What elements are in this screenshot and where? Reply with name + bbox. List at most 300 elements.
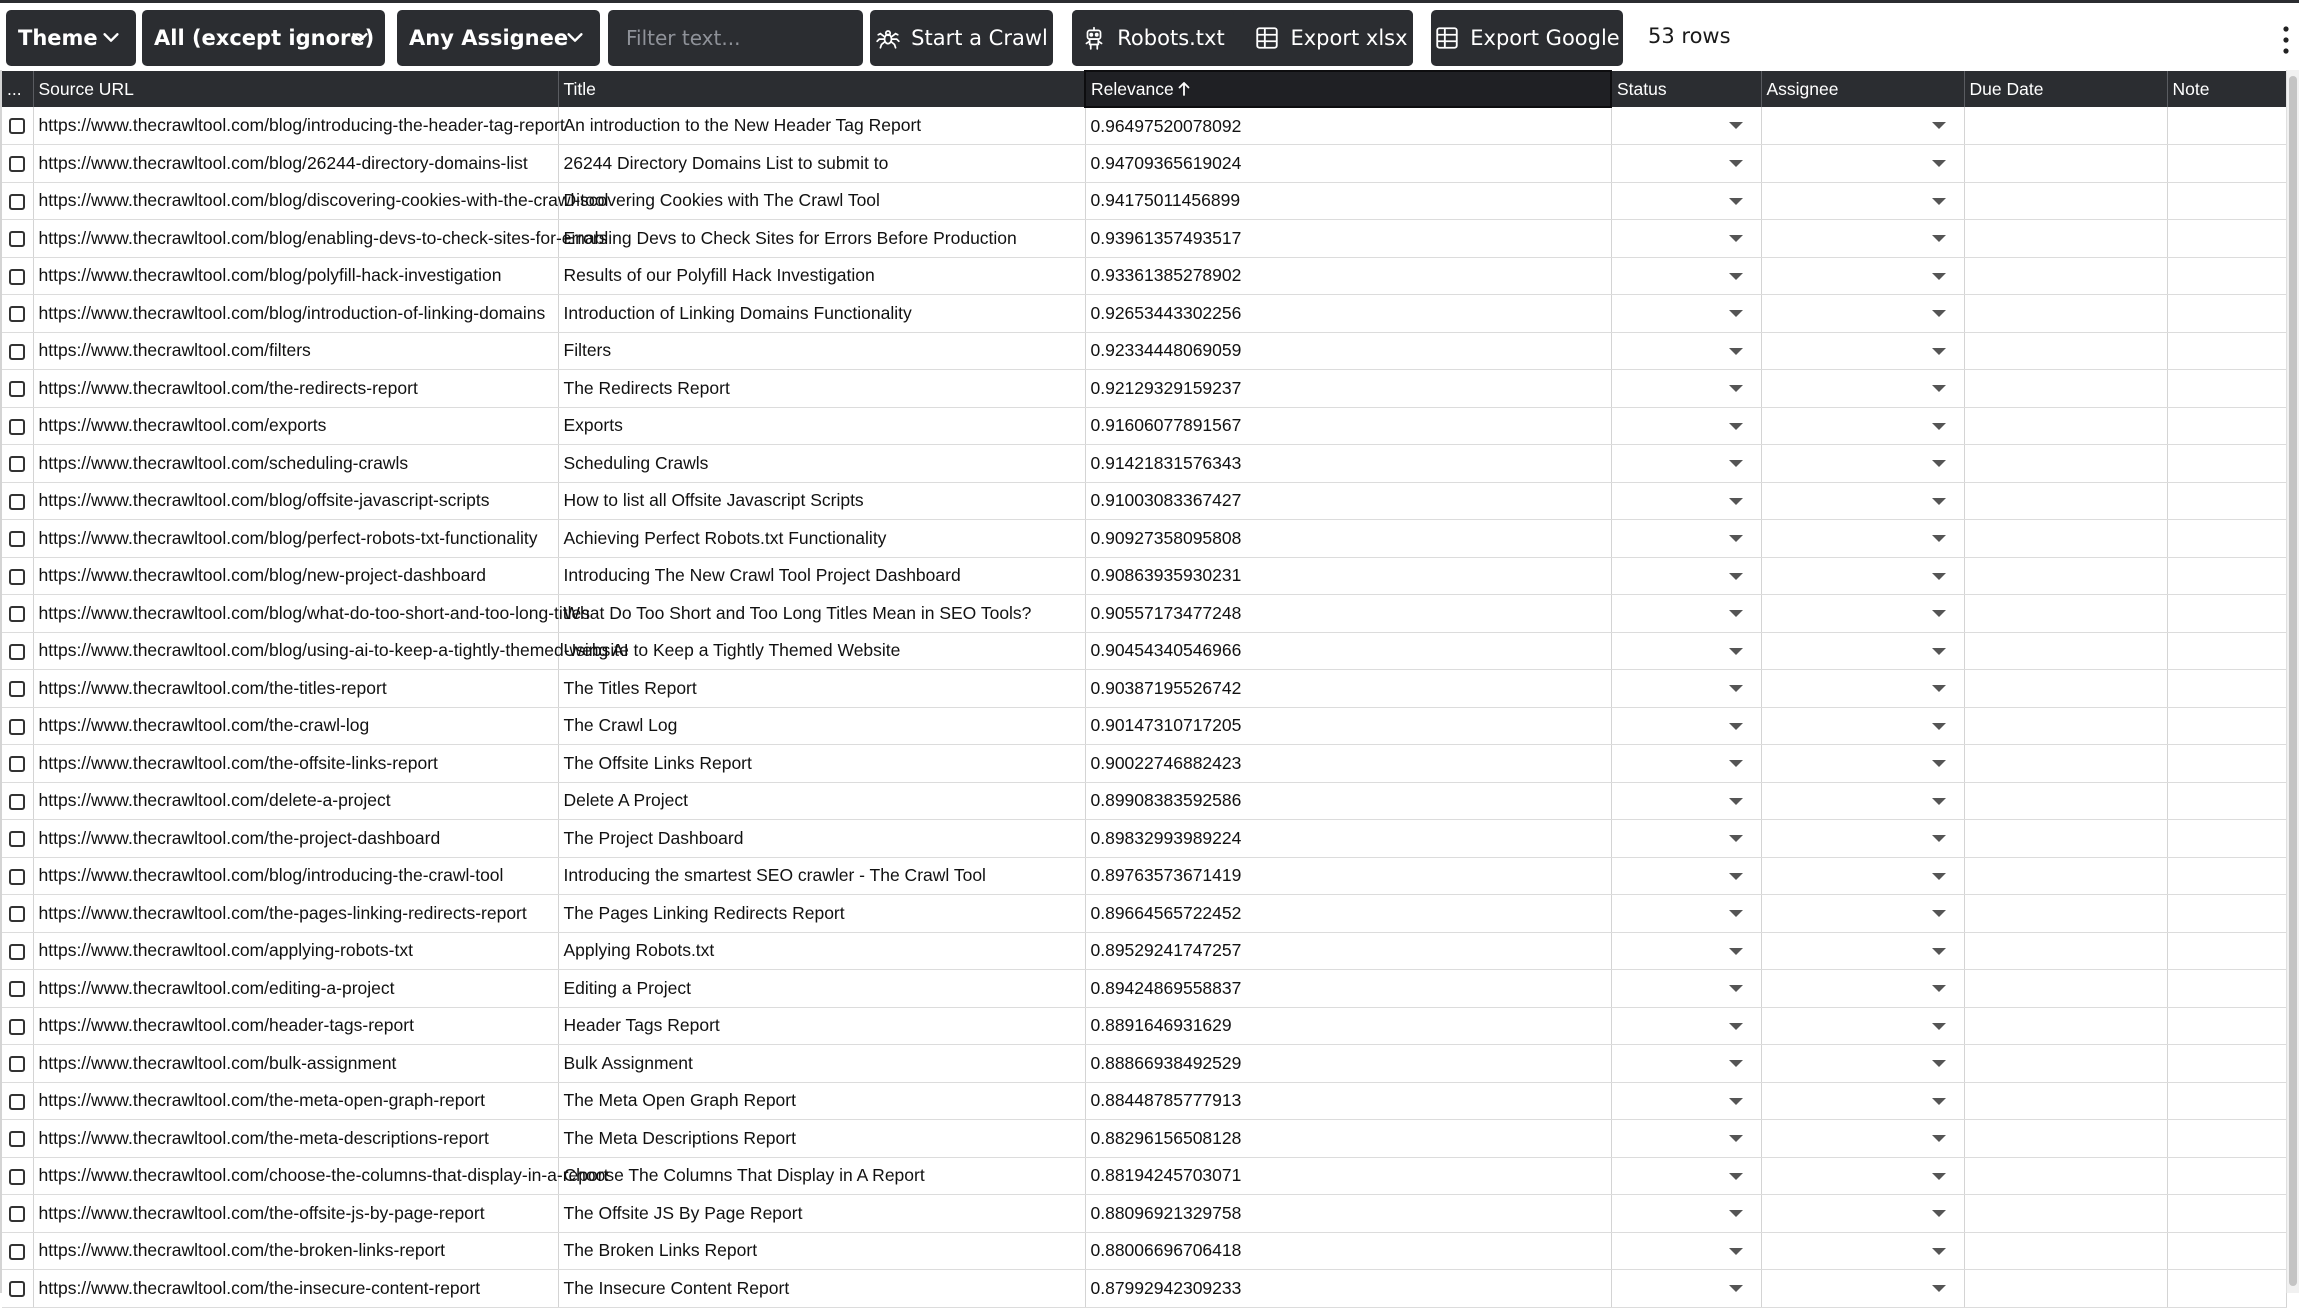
export-google-button[interactable] (1431, 10, 1623, 66)
status-dropdown[interactable] (1611, 370, 1761, 408)
row-checkbox[interactable] (9, 269, 25, 285)
source-url-cell[interactable]: https://www.thecrawltool.com/the-offsite-links-report (33, 745, 558, 783)
assignee-dropdown[interactable] (1761, 1232, 1964, 1270)
title-cell: Scheduling Crawls (558, 445, 1085, 483)
dropdown-arrow-icon (1932, 460, 1946, 467)
note-cell[interactable] (2167, 1232, 2286, 1270)
due-date-cell[interactable] (1964, 595, 2167, 633)
dropdown-arrow-icon (1932, 1210, 1946, 1217)
dropdown-arrow-icon (1932, 1248, 1946, 1255)
assignee-dropdown[interactable] (1761, 1195, 1964, 1233)
source-url-cell[interactable]: https://www.thecrawltool.com/blog/perfect-robots-txt-functionality (33, 520, 558, 558)
dropdown-arrow-icon (1729, 985, 1743, 992)
dropdown-arrow-icon (1729, 423, 1743, 430)
dropdown-arrow-icon (1932, 723, 1946, 730)
table-row (2, 1195, 2286, 1233)
column-header-note[interactable]: Note (2167, 71, 2286, 107)
due-date-cell[interactable] (1964, 182, 2167, 220)
note-cell[interactable] (2167, 1120, 2286, 1158)
status-dropdown[interactable] (1611, 932, 1761, 970)
row-checkbox[interactable] (9, 419, 25, 435)
note-cell[interactable] (2167, 820, 2286, 858)
note-cell[interactable] (2167, 1270, 2286, 1308)
dropdown-arrow-icon (1932, 948, 1946, 955)
row-checkbox[interactable] (9, 118, 25, 134)
status-dropdown[interactable] (1611, 632, 1761, 670)
table-row (2, 1007, 2286, 1045)
assignee-dropdown[interactable] (1761, 1157, 1964, 1195)
status-dropdown[interactable] (1611, 145, 1761, 183)
dropdown-arrow-icon (1729, 460, 1743, 467)
note-cell[interactable] (2167, 445, 2286, 483)
status-dropdown[interactable] (1611, 182, 1761, 220)
dropdown-arrow-icon (1729, 1210, 1743, 1217)
row-select-cell (2, 295, 33, 333)
note-cell[interactable] (2167, 332, 2286, 370)
source-url-cell[interactable]: https://www.thecrawltool.com/blog/26244-directory-domains-list (33, 145, 558, 183)
status-dropdown[interactable] (1611, 745, 1761, 783)
source-url-cell[interactable]: https://www.thecrawltool.com/the-meta-open-graph-report (33, 1082, 558, 1120)
source-url-cell[interactable]: https://www.thecrawltool.com/bulk-assignment (33, 1045, 558, 1083)
row-checkbox[interactable] (9, 681, 25, 697)
row-checkbox[interactable] (9, 531, 25, 547)
row-checkbox[interactable] (9, 231, 25, 247)
source-url-cell[interactable]: https://www.thecrawltool.com/blog/new-project-dashboard (33, 557, 558, 595)
row-checkbox[interactable] (9, 1281, 25, 1297)
status-dropdown[interactable] (1611, 220, 1761, 258)
row-checkbox[interactable] (9, 1019, 25, 1035)
title-cell: Introducing The New Crawl Tool Project Dashboard (558, 557, 1085, 595)
assignee-dropdown[interactable] (1761, 745, 1964, 783)
assignee-dropdown[interactable] (1761, 1007, 1964, 1045)
row-checkbox[interactable] (9, 906, 25, 922)
due-date-cell[interactable] (1964, 220, 2167, 258)
source-url-cell[interactable]: https://www.thecrawltool.com/the-meta-descriptions-report (33, 1120, 558, 1158)
table-row (2, 182, 2286, 220)
row-select-cell (2, 670, 33, 708)
title-cell: The Meta Descriptions Report (558, 1120, 1085, 1158)
source-url-cell[interactable]: https://www.thecrawltool.com/header-tags-report (33, 1007, 558, 1045)
assignee-dropdown[interactable] (1761, 557, 1964, 595)
category-select[interactable] (142, 10, 385, 66)
table-row (2, 820, 2286, 858)
row-checkbox[interactable] (9, 194, 25, 210)
assignee-dropdown[interactable] (1761, 670, 1964, 708)
filter-text-box (608, 10, 863, 66)
status-dropdown[interactable] (1611, 295, 1761, 333)
status-dropdown[interactable] (1611, 257, 1761, 295)
dropdown-arrow-icon (1932, 160, 1946, 167)
note-cell[interactable] (2167, 407, 2286, 445)
due-date-cell[interactable] (1964, 895, 2167, 933)
source-url-cell[interactable]: https://www.thecrawltool.com/exports (33, 407, 558, 445)
due-date-cell[interactable] (1964, 707, 2167, 745)
source-url-cell[interactable]: https://www.thecrawltool.com/the-offsite-js-by-page-report (33, 1195, 558, 1233)
dropdown-arrow-icon (1932, 873, 1946, 880)
source-url-cell[interactable]: https://www.thecrawltool.com/blog/enabling-devs-to-check-sites-for-errors (33, 220, 558, 258)
source-url-cell[interactable]: https://www.thecrawltool.com/blog/introduction-of-linking-domains (33, 295, 558, 333)
assignee-select[interactable] (397, 10, 600, 66)
status-dropdown[interactable] (1611, 595, 1761, 633)
due-date-cell[interactable] (1964, 1270, 2167, 1308)
column-header-title[interactable]: Title (558, 71, 1085, 107)
row-checkbox[interactable] (9, 344, 25, 360)
table-row (2, 970, 2286, 1008)
column-header-due-date[interactable]: Due Date (1964, 71, 2167, 107)
dropdown-arrow-icon (1729, 235, 1743, 242)
assignee-dropdown[interactable] (1761, 145, 1964, 183)
table-row (2, 1082, 2286, 1120)
due-date-cell[interactable] (1964, 932, 2167, 970)
note-cell[interactable] (2167, 857, 2286, 895)
due-date-cell[interactable] (1964, 820, 2167, 858)
due-date-cell[interactable] (1964, 370, 2167, 408)
title-cell: Header Tags Report (558, 1007, 1085, 1045)
row-checkbox[interactable] (9, 1244, 25, 1260)
note-cell[interactable] (2167, 220, 2286, 258)
dropdown-arrow-icon (1932, 1173, 1946, 1180)
row-select-cell (2, 1157, 33, 1195)
assignee-dropdown[interactable] (1761, 295, 1964, 333)
due-date-cell[interactable] (1964, 332, 2167, 370)
note-cell[interactable] (2167, 1007, 2286, 1045)
row-checkbox[interactable] (9, 1056, 25, 1072)
robots-txt-label: Robots.txt (1117, 26, 1225, 50)
assignee-dropdown[interactable] (1761, 782, 1964, 820)
row-checkbox[interactable] (9, 981, 25, 997)
row-checkbox[interactable] (9, 306, 25, 322)
note-cell[interactable] (2167, 895, 2286, 933)
status-dropdown[interactable] (1611, 1045, 1761, 1083)
due-date-cell[interactable] (1964, 970, 2167, 1008)
dropdown-arrow-icon (1729, 385, 1743, 392)
title-cell: Applying Robots.txt (558, 932, 1085, 970)
status-dropdown[interactable] (1611, 407, 1761, 445)
note-cell[interactable] (2167, 370, 2286, 408)
assignee-dropdown[interactable] (1761, 332, 1964, 370)
assignee-dropdown[interactable] (1761, 445, 1964, 483)
title-cell: Introducing the smartest SEO crawler - The Crawl Tool (558, 857, 1085, 895)
table-row (2, 557, 2286, 595)
status-dropdown[interactable] (1611, 820, 1761, 858)
source-url-cell[interactable]: https://www.thecrawltool.com/blog/polyfill-hack-investigation (33, 257, 558, 295)
source-url-cell[interactable]: https://www.thecrawltool.com/filters (33, 332, 558, 370)
theme-select[interactable] (6, 10, 136, 66)
row-select-cell (2, 895, 33, 933)
source-url-cell[interactable]: https://www.thecrawltool.com/delete-a-project (33, 782, 558, 820)
source-url-cell[interactable]: https://www.thecrawltool.com/blog/what-do-too-short-and-too-long-titles (33, 595, 558, 633)
status-dropdown[interactable] (1611, 670, 1761, 708)
assignee-dropdown[interactable] (1761, 895, 1964, 933)
row-checkbox[interactable] (9, 794, 25, 810)
note-cell[interactable] (2167, 745, 2286, 783)
source-url-cell[interactable]: https://www.thecrawltool.com/blog/introducing-the-crawl-tool (33, 857, 558, 895)
assignee-dropdown[interactable] (1761, 370, 1964, 408)
source-url-cell[interactable]: https://www.thecrawltool.com/the-crawl-log (33, 707, 558, 745)
source-url-cell[interactable]: https://www.thecrawltool.com/the-titles-report (33, 670, 558, 708)
relevance-cell: 0.94175011456899 (1085, 182, 1611, 220)
relevance-cell: 0.93361385278902 (1085, 257, 1611, 295)
source-url-cell[interactable]: https://www.thecrawltool.com/blog/introducing-the-header-tag-report (33, 107, 558, 145)
relevance-cell: 0.92653443302256 (1085, 295, 1611, 333)
note-cell[interactable] (2167, 557, 2286, 595)
assignee-dropdown[interactable] (1761, 1120, 1964, 1158)
note-cell[interactable] (2167, 932, 2286, 970)
table-row (2, 895, 2286, 933)
due-date-cell[interactable] (1964, 445, 2167, 483)
column-header-source-url[interactable]: Source URL (33, 71, 558, 107)
assignee-dropdown[interactable] (1761, 857, 1964, 895)
status-dropdown[interactable] (1611, 1195, 1761, 1233)
status-dropdown[interactable] (1611, 332, 1761, 370)
results-grid (0, 70, 2286, 1298)
note-cell[interactable] (2167, 970, 2286, 1008)
title-cell: Editing a Project (558, 970, 1085, 1008)
row-checkbox[interactable] (9, 156, 25, 172)
row-checkbox[interactable] (9, 644, 25, 660)
relevance-cell: 0.89424869558837 (1085, 970, 1611, 1008)
table-header-row (2, 71, 2286, 107)
relevance-cell: 0.89832993989224 (1085, 820, 1611, 858)
start-crawl-button[interactable] (870, 10, 1053, 66)
table-icon (1434, 25, 1460, 51)
note-cell[interactable] (2167, 595, 2286, 633)
dropdown-arrow-icon (1729, 160, 1743, 167)
status-dropdown[interactable] (1611, 857, 1761, 895)
due-date-cell[interactable] (1964, 257, 2167, 295)
source-url-cell[interactable]: https://www.thecrawltool.com/blog/offsite-javascript-scripts (33, 482, 558, 520)
status-dropdown[interactable] (1611, 707, 1761, 745)
due-date-cell[interactable] (1964, 632, 2167, 670)
table-row (2, 1270, 2286, 1308)
source-url-cell[interactable]: https://www.thecrawltool.com/choose-the-columns-that-display-in-a-report (33, 1157, 558, 1195)
relevance-cell: 0.94709365619024 (1085, 145, 1611, 183)
source-url-cell[interactable]: https://www.thecrawltool.com/editing-a-project (33, 970, 558, 1008)
source-url-cell[interactable]: https://www.thecrawltool.com/blog/discovering-cookies-with-the-crawl-tool (33, 182, 558, 220)
assignee-dropdown[interactable] (1761, 1270, 1964, 1308)
due-date-cell[interactable] (1964, 520, 2167, 558)
column-header-assignee[interactable]: Assignee (1761, 71, 1964, 107)
due-date-cell[interactable] (1964, 745, 2167, 783)
table-row (2, 220, 2286, 258)
due-date-cell[interactable] (1964, 1007, 2167, 1045)
status-dropdown[interactable] (1611, 520, 1761, 558)
assignee-dropdown[interactable] (1761, 932, 1964, 970)
assignee-dropdown[interactable] (1761, 632, 1964, 670)
assignee-dropdown[interactable] (1761, 407, 1964, 445)
note-cell[interactable] (2167, 1157, 2286, 1195)
note-cell[interactable] (2167, 1195, 2286, 1233)
dropdown-arrow-icon (1729, 310, 1743, 317)
due-date-cell[interactable] (1964, 407, 2167, 445)
table-row (2, 107, 2286, 145)
relevance-cell: 0.90147310717205 (1085, 707, 1611, 745)
row-select-cell (2, 370, 33, 408)
robots-txt-button[interactable] (1072, 10, 1234, 66)
status-dropdown[interactable] (1611, 1157, 1761, 1195)
due-date-cell[interactable] (1964, 295, 2167, 333)
column-menu-header[interactable]: ... (2, 71, 33, 107)
source-url-cell[interactable]: https://www.thecrawltool.com/the-pages-linking-redirects-report (33, 895, 558, 933)
dropdown-arrow-icon (1729, 948, 1743, 955)
table-row (2, 1045, 2286, 1083)
status-dropdown[interactable] (1611, 970, 1761, 1008)
title-cell: An introduction to the New Header Tag Report (558, 107, 1085, 145)
due-date-cell[interactable] (1964, 107, 2167, 145)
note-cell[interactable] (2167, 782, 2286, 820)
column-header-status[interactable]: Status (1611, 71, 1761, 107)
row-select-cell (2, 857, 33, 895)
row-checkbox[interactable] (9, 944, 25, 960)
title-cell: The Broken Links Report (558, 1232, 1085, 1270)
relevance-cell: 0.90022746882423 (1085, 745, 1611, 783)
title-cell: Exports (558, 407, 1085, 445)
assignee-dropdown[interactable] (1761, 1082, 1964, 1120)
row-checkbox[interactable] (9, 831, 25, 847)
due-date-cell[interactable] (1964, 670, 2167, 708)
due-date-cell[interactable] (1964, 857, 2167, 895)
assignee-dropdown[interactable] (1761, 482, 1964, 520)
source-url-cell[interactable]: https://www.thecrawltool.com/blog/using-ai-to-keep-a-tightly-themed-website (33, 632, 558, 670)
source-url-cell[interactable]: https://www.thecrawltool.com/applying-robots-txt (33, 932, 558, 970)
note-cell[interactable] (2167, 182, 2286, 220)
row-checkbox[interactable] (9, 606, 25, 622)
dropdown-arrow-icon (1729, 1023, 1743, 1030)
note-cell[interactable] (2167, 707, 2286, 745)
note-cell[interactable] (2167, 632, 2286, 670)
due-date-cell[interactable] (1964, 1045, 2167, 1083)
status-dropdown[interactable] (1611, 1082, 1761, 1120)
assignee-select-label: Any Assignee (409, 26, 569, 50)
status-dropdown[interactable] (1611, 445, 1761, 483)
scrollbar-thumb[interactable] (2289, 76, 2297, 1286)
due-date-cell[interactable] (1964, 1120, 2167, 1158)
dropdown-arrow-icon (1729, 798, 1743, 805)
assignee-dropdown[interactable] (1761, 220, 1964, 258)
status-dropdown[interactable] (1611, 482, 1761, 520)
status-dropdown[interactable] (1611, 895, 1761, 933)
kebab-menu-icon[interactable] (2280, 25, 2292, 55)
status-dropdown[interactable] (1611, 782, 1761, 820)
toolbar (0, 0, 2299, 70)
row-select-cell (2, 632, 33, 670)
table-row (2, 370, 2286, 408)
row-checkbox[interactable] (9, 1094, 25, 1110)
row-select-cell (2, 820, 33, 858)
status-dropdown[interactable] (1611, 1007, 1761, 1045)
status-dropdown[interactable] (1611, 557, 1761, 595)
status-dropdown[interactable] (1611, 1232, 1761, 1270)
export-xlsx-button[interactable] (1249, 10, 1413, 66)
spider-icon (875, 25, 901, 51)
row-checkbox[interactable] (9, 1206, 25, 1222)
arrow-up-icon (1177, 81, 1191, 97)
table-row (2, 782, 2286, 820)
vertical-scrollbar[interactable] (2286, 70, 2299, 1293)
note-cell[interactable] (2167, 107, 2286, 145)
due-date-cell[interactable] (1964, 1195, 2167, 1233)
relevance-cell: 0.93961357493517 (1085, 220, 1611, 258)
note-cell[interactable] (2167, 257, 2286, 295)
due-date-cell[interactable] (1964, 1232, 2167, 1270)
export-xlsx-label: Export xlsx (1290, 26, 1408, 50)
dropdown-arrow-icon (1932, 573, 1946, 580)
note-cell[interactable] (2167, 1082, 2286, 1120)
table-body (2, 107, 2286, 1307)
assignee-dropdown[interactable] (1761, 1045, 1964, 1083)
row-select-cell (2, 1082, 33, 1120)
source-url-cell[interactable]: https://www.thecrawltool.com/the-project-dashboard (33, 820, 558, 858)
chevron-down-icon (564, 26, 586, 48)
due-date-cell[interactable] (1964, 557, 2167, 595)
status-dropdown[interactable] (1611, 1270, 1761, 1308)
dropdown-arrow-icon (1729, 122, 1743, 129)
assignee-dropdown[interactable] (1761, 257, 1964, 295)
assignee-dropdown[interactable] (1761, 707, 1964, 745)
due-date-cell[interactable] (1964, 482, 2167, 520)
row-checkbox[interactable] (9, 1131, 25, 1147)
source-url-cell[interactable]: https://www.thecrawltool.com/the-redirects-report (33, 370, 558, 408)
relevance-cell: 0.88096921329758 (1085, 1195, 1611, 1233)
assignee-dropdown[interactable] (1761, 107, 1964, 145)
note-cell[interactable] (2167, 295, 2286, 333)
row-checkbox[interactable] (9, 456, 25, 472)
title-cell: The Redirects Report (558, 370, 1085, 408)
row-checkbox[interactable] (9, 719, 25, 735)
note-cell[interactable] (2167, 1045, 2286, 1083)
title-cell: Filters (558, 332, 1085, 370)
dropdown-arrow-icon (1729, 1098, 1743, 1105)
relevance-cell: 0.89529241747257 (1085, 932, 1611, 970)
due-date-cell[interactable] (1964, 1082, 2167, 1120)
row-checkbox[interactable] (9, 494, 25, 510)
assignee-dropdown[interactable] (1761, 182, 1964, 220)
source-url-cell[interactable]: https://www.thecrawltool.com/the-insecure-content-report (33, 1270, 558, 1308)
note-cell[interactable] (2167, 520, 2286, 558)
dropdown-arrow-icon (1729, 685, 1743, 692)
note-cell[interactable] (2167, 482, 2286, 520)
status-dropdown[interactable] (1611, 1120, 1761, 1158)
row-checkbox[interactable] (9, 381, 25, 397)
assignee-dropdown[interactable] (1761, 970, 1964, 1008)
row-checkbox[interactable] (9, 869, 25, 885)
source-url-cell[interactable]: https://www.thecrawltool.com/scheduling-crawls (33, 445, 558, 483)
assignee-dropdown[interactable] (1761, 595, 1964, 633)
column-header-relevance[interactable] (1085, 71, 1611, 107)
relevance-cell: 0.96497520078092 (1085, 107, 1611, 145)
dropdown-arrow-icon (1932, 122, 1946, 129)
status-dropdown[interactable] (1611, 107, 1761, 145)
due-date-cell[interactable] (1964, 1157, 2167, 1195)
row-checkbox[interactable] (9, 569, 25, 585)
row-checkbox[interactable] (9, 1169, 25, 1185)
source-url-cell[interactable]: https://www.thecrawltool.com/the-broken-links-report (33, 1232, 558, 1270)
relevance-cell: 0.89908383592586 (1085, 782, 1611, 820)
due-date-cell[interactable] (1964, 782, 2167, 820)
assignee-dropdown[interactable] (1761, 820, 1964, 858)
table-row (2, 595, 2286, 633)
theme-select-label: Theme (18, 26, 98, 50)
filter-text-input[interactable] (608, 10, 863, 66)
note-cell[interactable] (2167, 670, 2286, 708)
row-checkbox[interactable] (9, 756, 25, 772)
title-cell: Bulk Assignment (558, 1045, 1085, 1083)
note-cell[interactable] (2167, 145, 2286, 183)
dropdown-arrow-icon (1932, 685, 1946, 692)
due-date-cell[interactable] (1964, 145, 2167, 183)
assignee-dropdown[interactable] (1761, 520, 1964, 558)
table-row (2, 1157, 2286, 1195)
